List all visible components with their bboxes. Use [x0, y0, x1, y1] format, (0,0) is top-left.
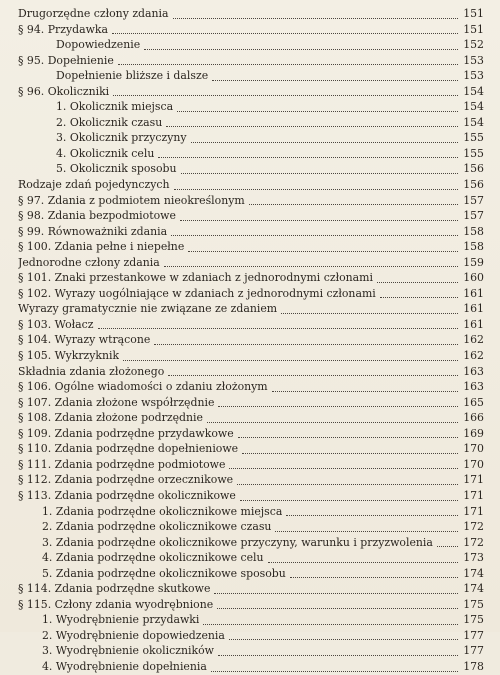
- dot-leader: [218, 406, 458, 407]
- toc-entry-title: § 107. Zdania złożone współrzędnie: [18, 395, 215, 409]
- toc-entry: [18, 504, 484, 520]
- toc-entry: [18, 395, 484, 411]
- toc-entry: [18, 37, 484, 53]
- toc-entry-title: § 100. Zdania pełne i niepełne: [18, 240, 185, 254]
- toc-entry: [18, 224, 484, 240]
- dot-leader: [174, 189, 458, 190]
- dot-leader: [281, 313, 458, 314]
- toc-entry: [18, 208, 484, 224]
- toc-entry-page-number: 173: [463, 551, 484, 565]
- toc-entry: [18, 410, 484, 426]
- toc-entry-title: § 106. Ogólne wiadomości o zdaniu złożonym: [18, 380, 268, 394]
- toc-entry: [18, 177, 484, 193]
- dot-leader: [286, 515, 458, 516]
- toc-entry: [18, 53, 484, 69]
- toc-entry: [18, 457, 484, 473]
- toc-entry-page-number: 175: [463, 613, 484, 627]
- toc-entry: [18, 612, 484, 628]
- toc-entry-page-number: 151: [463, 7, 484, 20]
- toc-entry: [18, 472, 484, 488]
- toc-entry: [18, 581, 484, 597]
- toc-entry-page-number: 161: [463, 302, 484, 316]
- toc-entry-title: § 108. Zdania złożone podrzędnie: [18, 411, 203, 425]
- toc-entry-page-number: 157: [463, 193, 484, 207]
- toc-entry: [18, 550, 484, 566]
- toc-entry: [18, 22, 484, 38]
- dot-leader: [207, 422, 458, 423]
- toc-entry-page-number: 175: [463, 597, 484, 611]
- dot-leader: [218, 655, 458, 656]
- toc-entry-page-number: 161: [463, 286, 484, 300]
- toc-entry: [18, 441, 484, 457]
- toc-entry-page-number: 172: [463, 520, 484, 534]
- toc-entry-page-number: 162: [463, 349, 484, 363]
- dot-leader: [290, 577, 458, 578]
- toc-entry: [18, 270, 484, 286]
- toc-entry-page-number: 153: [463, 53, 484, 67]
- toc-entry-title: 1. Okolicznik miejsca: [56, 100, 174, 114]
- dot-leader: [203, 624, 458, 625]
- dot-leader: [238, 437, 458, 438]
- dot-leader: [123, 360, 458, 361]
- dot-leader: [237, 484, 458, 485]
- toc-entry-title: 5. Okolicznik sposobu: [56, 162, 177, 176]
- dot-leader: [377, 282, 458, 283]
- toc-entry-page-number: 152: [463, 38, 484, 52]
- toc-entry-page-number: 158: [463, 224, 484, 238]
- toc-entry-page-number: 153: [463, 69, 484, 83]
- toc-entry-page-number: 177: [463, 628, 484, 642]
- toc-entry-title: § 95. Dopełnienie: [18, 53, 114, 67]
- toc-entry-page-number: 170: [463, 442, 484, 456]
- toc-entry-title: 4. Wyodrębnienie dopełnienia: [42, 659, 207, 673]
- toc-entry-page-number: 154: [463, 100, 484, 114]
- toc-entry-page-number: 174: [463, 582, 484, 596]
- dot-leader: [164, 266, 458, 267]
- toc-entry-title: § 111. Zdania podrzędne podmiotowe: [18, 457, 226, 471]
- dot-leader: [181, 173, 458, 174]
- toc-entry-title: Jednorodne człony zdania: [18, 255, 160, 269]
- dot-leader: [242, 453, 458, 454]
- dot-leader: [214, 593, 458, 594]
- toc-entry-page-number: 161: [463, 317, 484, 331]
- toc-entry: [18, 255, 484, 271]
- toc-entry-page-number: 151: [463, 22, 484, 36]
- toc-entry: [18, 286, 484, 302]
- toc-entry-page-number: 156: [463, 162, 484, 176]
- toc-entry-title: 5. Zdania podrzędne okolicznikowe sposobu: [42, 566, 286, 580]
- toc-entry: [18, 193, 484, 209]
- dot-leader: [191, 142, 458, 143]
- toc-entry-page-number: 171: [463, 473, 484, 487]
- toc-entry-title: 3. Zdania podrzędne okolicznikowe przyczyny, warunku i przyzwolenia: [42, 535, 433, 549]
- dot-leader: [249, 204, 458, 205]
- toc-entry-title: § 115. Człony zdania wyodrębnione: [18, 597, 214, 611]
- toc-entry-title: § 109. Zdania podrzędne przydawkowe: [18, 426, 234, 440]
- toc-entry-page-number: 172: [463, 535, 484, 549]
- toc-entry-title: Drugorzędne człony zdania: [18, 7, 169, 20]
- toc-entry: [18, 379, 484, 395]
- toc-entry-title: § 96. Okoliczniki: [18, 84, 110, 98]
- toc-entry-title: § 98. Zdania bezpodmiotowe: [18, 209, 176, 223]
- toc-entry-page-number: 154: [463, 84, 484, 98]
- toc-entry-page-number: 170: [463, 457, 484, 471]
- toc-entry: [18, 628, 484, 644]
- toc-entry: [18, 99, 484, 115]
- toc-entry: [18, 659, 484, 675]
- dot-leader: [212, 80, 458, 81]
- toc-entry-page-number: 155: [463, 131, 484, 145]
- toc-entry: [18, 239, 484, 255]
- dot-leader: [177, 111, 458, 112]
- toc-entry-page-number: 171: [463, 488, 484, 502]
- toc-entry-page-number: 155: [463, 146, 484, 160]
- toc-entry-page-number: 171: [463, 504, 484, 518]
- toc-entry-title: Wyrazy gramatycznie nie związane ze zdaniem: [18, 302, 278, 316]
- dot-leader: [188, 251, 458, 252]
- dot-leader: [144, 49, 458, 50]
- toc-entry-title: § 105. Wykrzyknik: [18, 349, 120, 363]
- dot-leader: [168, 375, 458, 376]
- toc-entry-title: § 99. Równoważniki zdania: [18, 224, 168, 238]
- toc-entry: [18, 643, 484, 659]
- toc-entry: [18, 519, 484, 535]
- toc-entry-title: 4. Zdania podrzędne okolicznikowe celu: [42, 551, 264, 565]
- table-of-contents: [18, 6, 484, 675]
- dot-leader: [229, 468, 458, 469]
- dot-leader: [173, 18, 458, 19]
- toc-entry-title: § 102. Wyrazy uogólniające w zdaniach z jednorodnymi członami: [18, 286, 376, 300]
- dot-leader: [229, 639, 458, 640]
- toc-entry: [18, 6, 484, 22]
- dot-leader: [380, 297, 458, 298]
- toc-entry-title: § 110. Zdania podrzędne dopełnieniowe: [18, 442, 239, 456]
- toc-entry-title: Rodzaje zdań pojedynczych: [18, 178, 170, 192]
- toc-entry: [18, 115, 484, 131]
- toc-entry-page-number: 160: [463, 271, 484, 285]
- toc-entry-title: 1. Wyodrębnienie przydawki: [42, 613, 200, 627]
- toc-entry: [18, 597, 484, 613]
- toc-entry-title: § 97. Zdania z podmiotem nieokreślonym: [18, 193, 245, 207]
- dot-leader: [171, 235, 458, 236]
- toc-entry-title: 3. Okolicznik przyczyny: [56, 131, 187, 145]
- toc-entry: [18, 317, 484, 333]
- toc-entry-title: 3. Wyodrębnienie okoliczników: [42, 644, 214, 658]
- toc-entry-title: § 103. Wołacz: [18, 317, 94, 331]
- dot-leader: [158, 157, 458, 158]
- dot-leader: [272, 391, 458, 392]
- toc-entry: [18, 348, 484, 364]
- dot-leader: [166, 126, 458, 127]
- toc-entry: [18, 161, 484, 177]
- toc-entry-page-number: 157: [463, 209, 484, 223]
- dot-leader: [240, 500, 458, 501]
- dot-leader: [112, 33, 458, 34]
- toc-entry-title: Składnia zdania złożonego: [18, 364, 165, 378]
- dot-leader: [437, 546, 458, 547]
- dot-leader: [113, 95, 458, 96]
- toc-entry: [18, 146, 484, 162]
- toc-entry-page-number: 165: [463, 395, 484, 409]
- toc-entry-page-number: 174: [463, 566, 484, 580]
- toc-entry: [18, 301, 484, 317]
- dot-leader: [98, 328, 459, 329]
- toc-entry: [18, 535, 484, 551]
- dot-leader: [217, 608, 458, 609]
- toc-entry-title: Dopowiedzenie: [56, 38, 141, 52]
- toc-entry-page-number: 166: [463, 411, 484, 425]
- toc-entry: [18, 488, 484, 504]
- toc-entry-page-number: 163: [463, 364, 484, 378]
- toc-entry-title: § 112. Zdania podrzędne orzecznikowe: [18, 473, 234, 487]
- toc-entry-title: 4. Okolicznik celu: [56, 146, 155, 160]
- toc-entry-title: 2. Okolicznik czasu: [56, 115, 163, 129]
- toc-entry-page-number: 162: [463, 333, 484, 347]
- dot-leader: [268, 562, 458, 563]
- toc-entry-title: § 114. Zdania podrzędne skutkowe: [18, 582, 211, 596]
- toc-entry-page-number: 156: [463, 178, 484, 192]
- dot-leader: [211, 671, 458, 672]
- toc-entry-title: § 104. Wyrazy wtrącone: [18, 333, 151, 347]
- toc-entry-page-number: 159: [463, 255, 484, 269]
- dot-leader: [275, 531, 458, 532]
- dot-leader: [180, 220, 458, 221]
- toc-entry: [18, 130, 484, 146]
- toc-entry-page-number: 178: [463, 659, 484, 673]
- toc-entry: [18, 84, 484, 100]
- toc-entry-page-number: 163: [463, 380, 484, 394]
- dot-leader: [154, 344, 458, 345]
- toc-entry: [18, 364, 484, 380]
- toc-entry-title: 2. Wyodrębnienie dopowiedzenia: [42, 628, 225, 642]
- toc-entry-title: § 94. Przydawka: [18, 22, 108, 36]
- toc-entry-title: 1. Zdania podrzędne okolicznikowe miejsca: [42, 504, 283, 518]
- dot-leader: [118, 64, 458, 65]
- toc-entry-page-number: 158: [463, 240, 484, 254]
- toc-entry-title: Dopełnienie bliższe i dalsze: [56, 69, 209, 83]
- toc-entry-title: § 113. Zdania podrzędne okolicznikowe: [18, 488, 236, 502]
- toc-entry: [18, 68, 484, 84]
- toc-entry-page-number: 177: [463, 644, 484, 658]
- toc-entry: [18, 332, 484, 348]
- toc-entry-page-number: 154: [463, 115, 484, 129]
- toc-entry: [18, 426, 484, 442]
- toc-entry: [18, 566, 484, 582]
- toc-entry-title: § 101. Znaki przestankowe w zdaniach z jednorodnymi członami: [18, 271, 373, 285]
- toc-entry-page-number: 169: [463, 426, 484, 440]
- toc-entry-title: 2. Zdania podrzędne okolicznikowe czasu: [42, 520, 272, 534]
